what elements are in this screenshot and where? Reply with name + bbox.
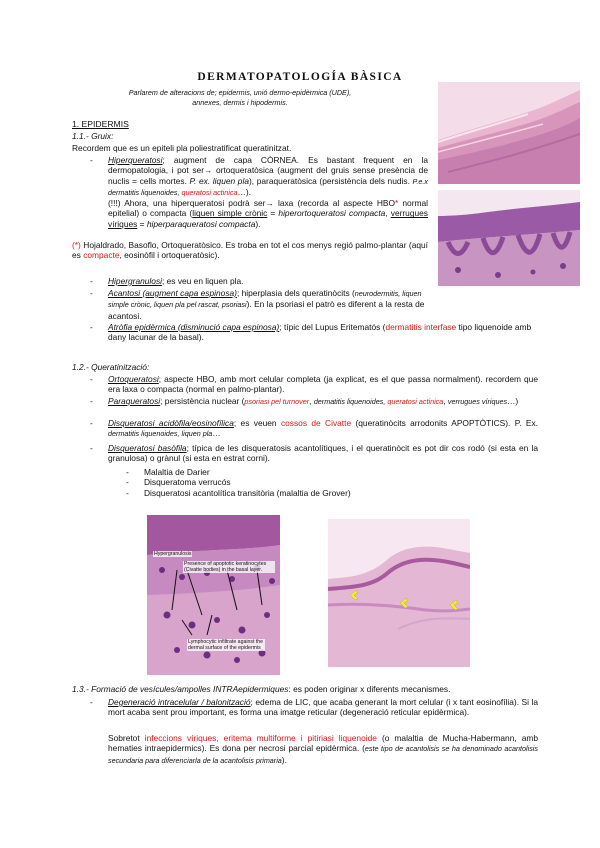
term-disqueratosi: Disqueratosi acidòfila/eosinofílica: [108, 418, 234, 428]
highlight-red: queratosi actinica: [181, 187, 238, 197]
text: (!!!) Ahora, una hiperqueratosi podrà ser→ laxa (recorda al aspecte HBO: [108, 198, 395, 209]
term-paraqueratosi: Paraqueratosi: [108, 396, 161, 406]
bullet-dash: -: [90, 443, 93, 453]
atrofia-paragraph: [108, 322, 538, 343]
list-item: - Malaltia de Darier: [126, 467, 210, 477]
highlight-red: infeccions víriques, eritema multiforme i pitiriasi liquenoide: [144, 733, 377, 743]
histology-figure-lichen-planus: [147, 515, 280, 675]
term-hpc: hiperparaqueratosi compacta: [146, 218, 256, 229]
subsection-gruix-colon: :: [111, 131, 114, 141]
text: (queratinòcits arrodonits APOPTÒTICS). P. Ex.: [351, 418, 538, 428]
list-item: - Disqueratoma verrucós: [126, 477, 231, 488]
page-subtitle: Parlarem de alteracions de; epidermis, unió dermo-epidèrmica (UDE), annexes, dermis i hipodermis.: [128, 88, 352, 107]
highlight-red: psoriasi pel turnover: [244, 397, 310, 406]
basofila-paragraph: [108, 443, 538, 464]
bullet-dash: -: [90, 322, 93, 332]
bullet-dash: -: [90, 155, 93, 165]
bullet-dash: -: [90, 276, 93, 286]
highlight-red: cossos de Civatte: [280, 418, 352, 428]
term-basofila: Disqueratosi basòfila: [108, 443, 187, 453]
list-item: - Disqueratosi acantolítica transitòria (malaltia de Grover): [126, 487, 351, 498]
bullet-dash: -: [90, 396, 93, 406]
bullet-dash: -: [90, 374, 93, 384]
bullet-dash: -: [90, 288, 93, 298]
bullet-dash: -: [90, 697, 93, 707]
disqueratosi-paragraph: [108, 418, 538, 440]
example: P.e.x dermatitis liquenoides,: [108, 176, 428, 197]
text: ). En la psoriasi el patrò es diferent a la resta de acantosi.: [108, 299, 425, 321]
text: =: [267, 208, 279, 219]
degeneracio-paragraph: [108, 697, 538, 718]
text: normal epitelial) o compacta (: [108, 198, 428, 219]
heading-text: 1.2.- Queratinització: [72, 362, 147, 372]
text: tipo liquenoide amb dany lacunar de la basal).: [108, 322, 532, 343]
example: dermatitis liquenoides,: [313, 397, 388, 406]
term-acantosi: Acantosi (augment capa espinosa): [108, 288, 237, 298]
page-title: DERMATOPATOLOGÍA BÀSICA: [197, 71, 403, 83]
intro-paragraph: Recordem que es un epiteli pla poliestratificat queratinitzat.: [72, 143, 292, 153]
text: =: [137, 218, 147, 229]
histology-figure-parakeratosis: [328, 519, 470, 667]
text: ), paraqueratòsica (persistència dels nudis.: [248, 175, 413, 186]
text: ; persistència nuclear (: [160, 396, 245, 406]
acantosi-paragraph: [108, 288, 428, 321]
spanish-note: este tipo de acantolisis se ha denominado acantolisis secundaria para diferenciarla de la acantolisis primaria: [108, 744, 538, 765]
subsection-vesicules: [72, 684, 542, 694]
term-hipergranulosi: Hipergranulosi: [108, 276, 162, 286]
term-hiperqueratosi: Hiperqueratosi: [108, 155, 163, 165]
example: neurodermitis, liquen simple crònic, liquen pla pel rascat, psoriasi: [108, 289, 422, 310]
heading-text: 1.3.- Formació de vesícules/ampolles INTRAepidermiques: [72, 684, 289, 694]
hipergranulosi-line: [108, 276, 243, 286]
figure-label-hypergranulosis: Hypergranulosis: [154, 551, 192, 557]
text: ).: [281, 754, 287, 765]
term-hoc: hiperortoqueratosi compacta: [278, 208, 386, 219]
highlight-red: queratosi actinica: [387, 397, 444, 406]
highlight-red: dermatitis interfase: [385, 322, 457, 332]
sobretot-paragraph: [108, 733, 538, 766]
heading-colon: :: [146, 362, 150, 372]
subsection-gruix-label: 1.1.- Gruix: [72, 131, 112, 141]
example: verrugues víriques: [447, 397, 508, 406]
text: ).: [255, 218, 261, 229]
text: , eosinòfil i ortoqueratòsic).: [119, 250, 220, 261]
text: ; típic del Lupus Eritematós (: [279, 322, 386, 332]
term-lsc: liquen simple crònic: [192, 208, 268, 219]
text: …).: [237, 186, 251, 197]
text: ; típica de les disqueratosis acantolítiques, i el queratinòcit es pot dir cos rodó (si esta en la granulosa) o grànul (si esta en estrat corni).: [108, 443, 538, 464]
list-item-text: Malaltia de Darier: [144, 467, 210, 477]
text: : es poden originar x diferents mecanismes.: [288, 684, 451, 694]
term-atrofia: Atròfia epidèrmica (disminució capa espinosa): [108, 322, 280, 332]
figure-label-civatte: Presence of apoptotic keratinocytes (Civatte bodies) in the basal layer.: [183, 561, 275, 573]
example: P. ex. liquen pla: [189, 175, 249, 186]
text: Sobretot: [108, 733, 145, 743]
bullet-dash: -: [90, 418, 93, 428]
list-item-text: Disqueratosi acantolítica transitòria (malaltia de Grover): [144, 487, 351, 498]
note-mark: (*): [72, 240, 81, 250]
list-item-text: Disqueratoma verrucós: [144, 477, 231, 488]
subsection-queratinitzacio: [72, 362, 149, 372]
text: …): [507, 396, 519, 406]
paraqueratosi-paragraph: [108, 396, 538, 407]
text: ; es veu en liquen pla.: [162, 276, 244, 286]
text: ; aspecte HBO, amb mort celular completa (ja explicat, es el que passa normalment). recordem que era laxa o compacta (normal en palmo-plantar).: [108, 374, 538, 395]
text: Hojaldrado, Basoflo, Ortoqueratòsico. Es troba en tot el cos menys regió palmo-plantar (aquí es: [72, 240, 428, 261]
text: ; es veuen: [233, 418, 281, 428]
term-ortoqueratosi: Ortoqueratosi: [108, 374, 159, 384]
highlight-red: compacte: [83, 250, 120, 261]
subsection-gruix: [72, 131, 113, 141]
disease-list: [126, 467, 351, 498]
hiperqueratosi-paragraph: [108, 155, 428, 229]
text: ; augment de capa CÒRNEA. Es bastant frequent en la dermopatologia, i pot ser→ ortoqueratòsica (augment del gruis sense presència de nuclis = cells mortes.: [108, 155, 428, 186]
ortoqueratosi-paragraph: [108, 374, 538, 395]
asterisk: *: [395, 198, 399, 209]
text: ,: [443, 396, 448, 406]
histology-image-hyperkeratosis: [438, 82, 580, 184]
term-degeneracio: Degeneració intracelular / balonització: [108, 697, 251, 707]
figure-label-infiltrate: Lymphocytic infiltrate against the dermal surface of the epidermis: [188, 639, 264, 651]
text: ,: [385, 208, 391, 219]
text: ,: [309, 396, 314, 406]
text: (o malaltia de Mucha-Habermann, amb hematies intraepidermics). Es dona per necrosi parcial epidèrmica. (: [108, 733, 539, 754]
term-verrugues: verrugues víriques: [108, 208, 428, 229]
text: …: [212, 428, 221, 439]
example: dermatitis liquenoides, liquen pla: [108, 429, 213, 439]
note-paragraph: [72, 240, 428, 261]
text: ; hiperplasia dels queratinòcits (: [236, 288, 355, 298]
text: ; edema de LIC, que acaba generant la mort celular (i x tant eosinofília). Si la mort acaba sent prou important, es forma una imatge reticular (degeneració reticular epidèrmica).: [108, 697, 538, 718]
histology-image-acanthosis: [438, 190, 580, 286]
section-heading-epidermis: 1. EPIDERMIS: [72, 119, 129, 129]
